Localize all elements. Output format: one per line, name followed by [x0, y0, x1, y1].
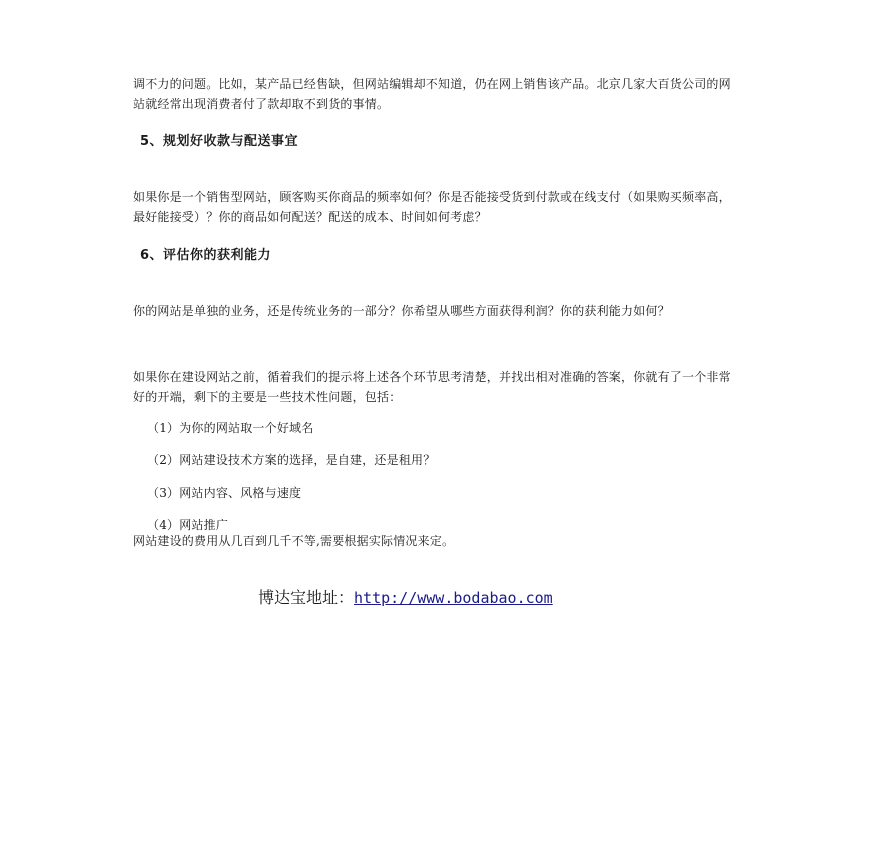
list-item-1: （1）为你的网站取一个好域名 [147, 421, 314, 435]
website-link[interactable]: http://www.bodabao.com [354, 589, 553, 607]
list-item-2: （2）网站建设技术方案的选择，是自建，还是租用？ [147, 453, 436, 467]
list-item-4: （4）网站推广 [147, 518, 229, 532]
section-6-heading: 6、评估你的获利能力 [140, 248, 272, 263]
footer-label: 博达宝地址： [258, 588, 355, 607]
summary-paragraph: 如果你在建设网站之前，循着我们的提示将上述各个环节思考清楚，并找出相对准确的答案，你就有了一个非常好的开端，剩下的主要是一些技术性问题，包括： [133, 370, 731, 404]
footer-address [258, 585, 553, 608]
section-5-body: 如果你是一个销售型网站，顾客购买你商品的频率如何？你是否能接受货到付款或在线支付（如果购买频率高，最好能接受）？你的商品如何配送？配送的成本、时间如何考虑？ [133, 190, 731, 224]
list-item-3: （3）网站内容、风格与速度 [147, 486, 302, 500]
intro-paragraph: 调不力的问题。比如，某产品已经售缺，但网站编辑却不知道，仍在网上销售该产品。北京几家大百货公司的网站就经常出现消费者付了款却取不到货的事情。 [133, 77, 731, 111]
cost-paragraph: 网站建设的费用从几百到几千不等,需要根据实际情况来定。 [133, 534, 455, 548]
section-5-heading: 5、规划好收款与配送事宜 [140, 134, 299, 149]
section-6-body: 你的网站是单独的业务，还是传统业务的一部分？你希望从哪些方面获得利润？你的获利能力如何？ [133, 304, 670, 318]
